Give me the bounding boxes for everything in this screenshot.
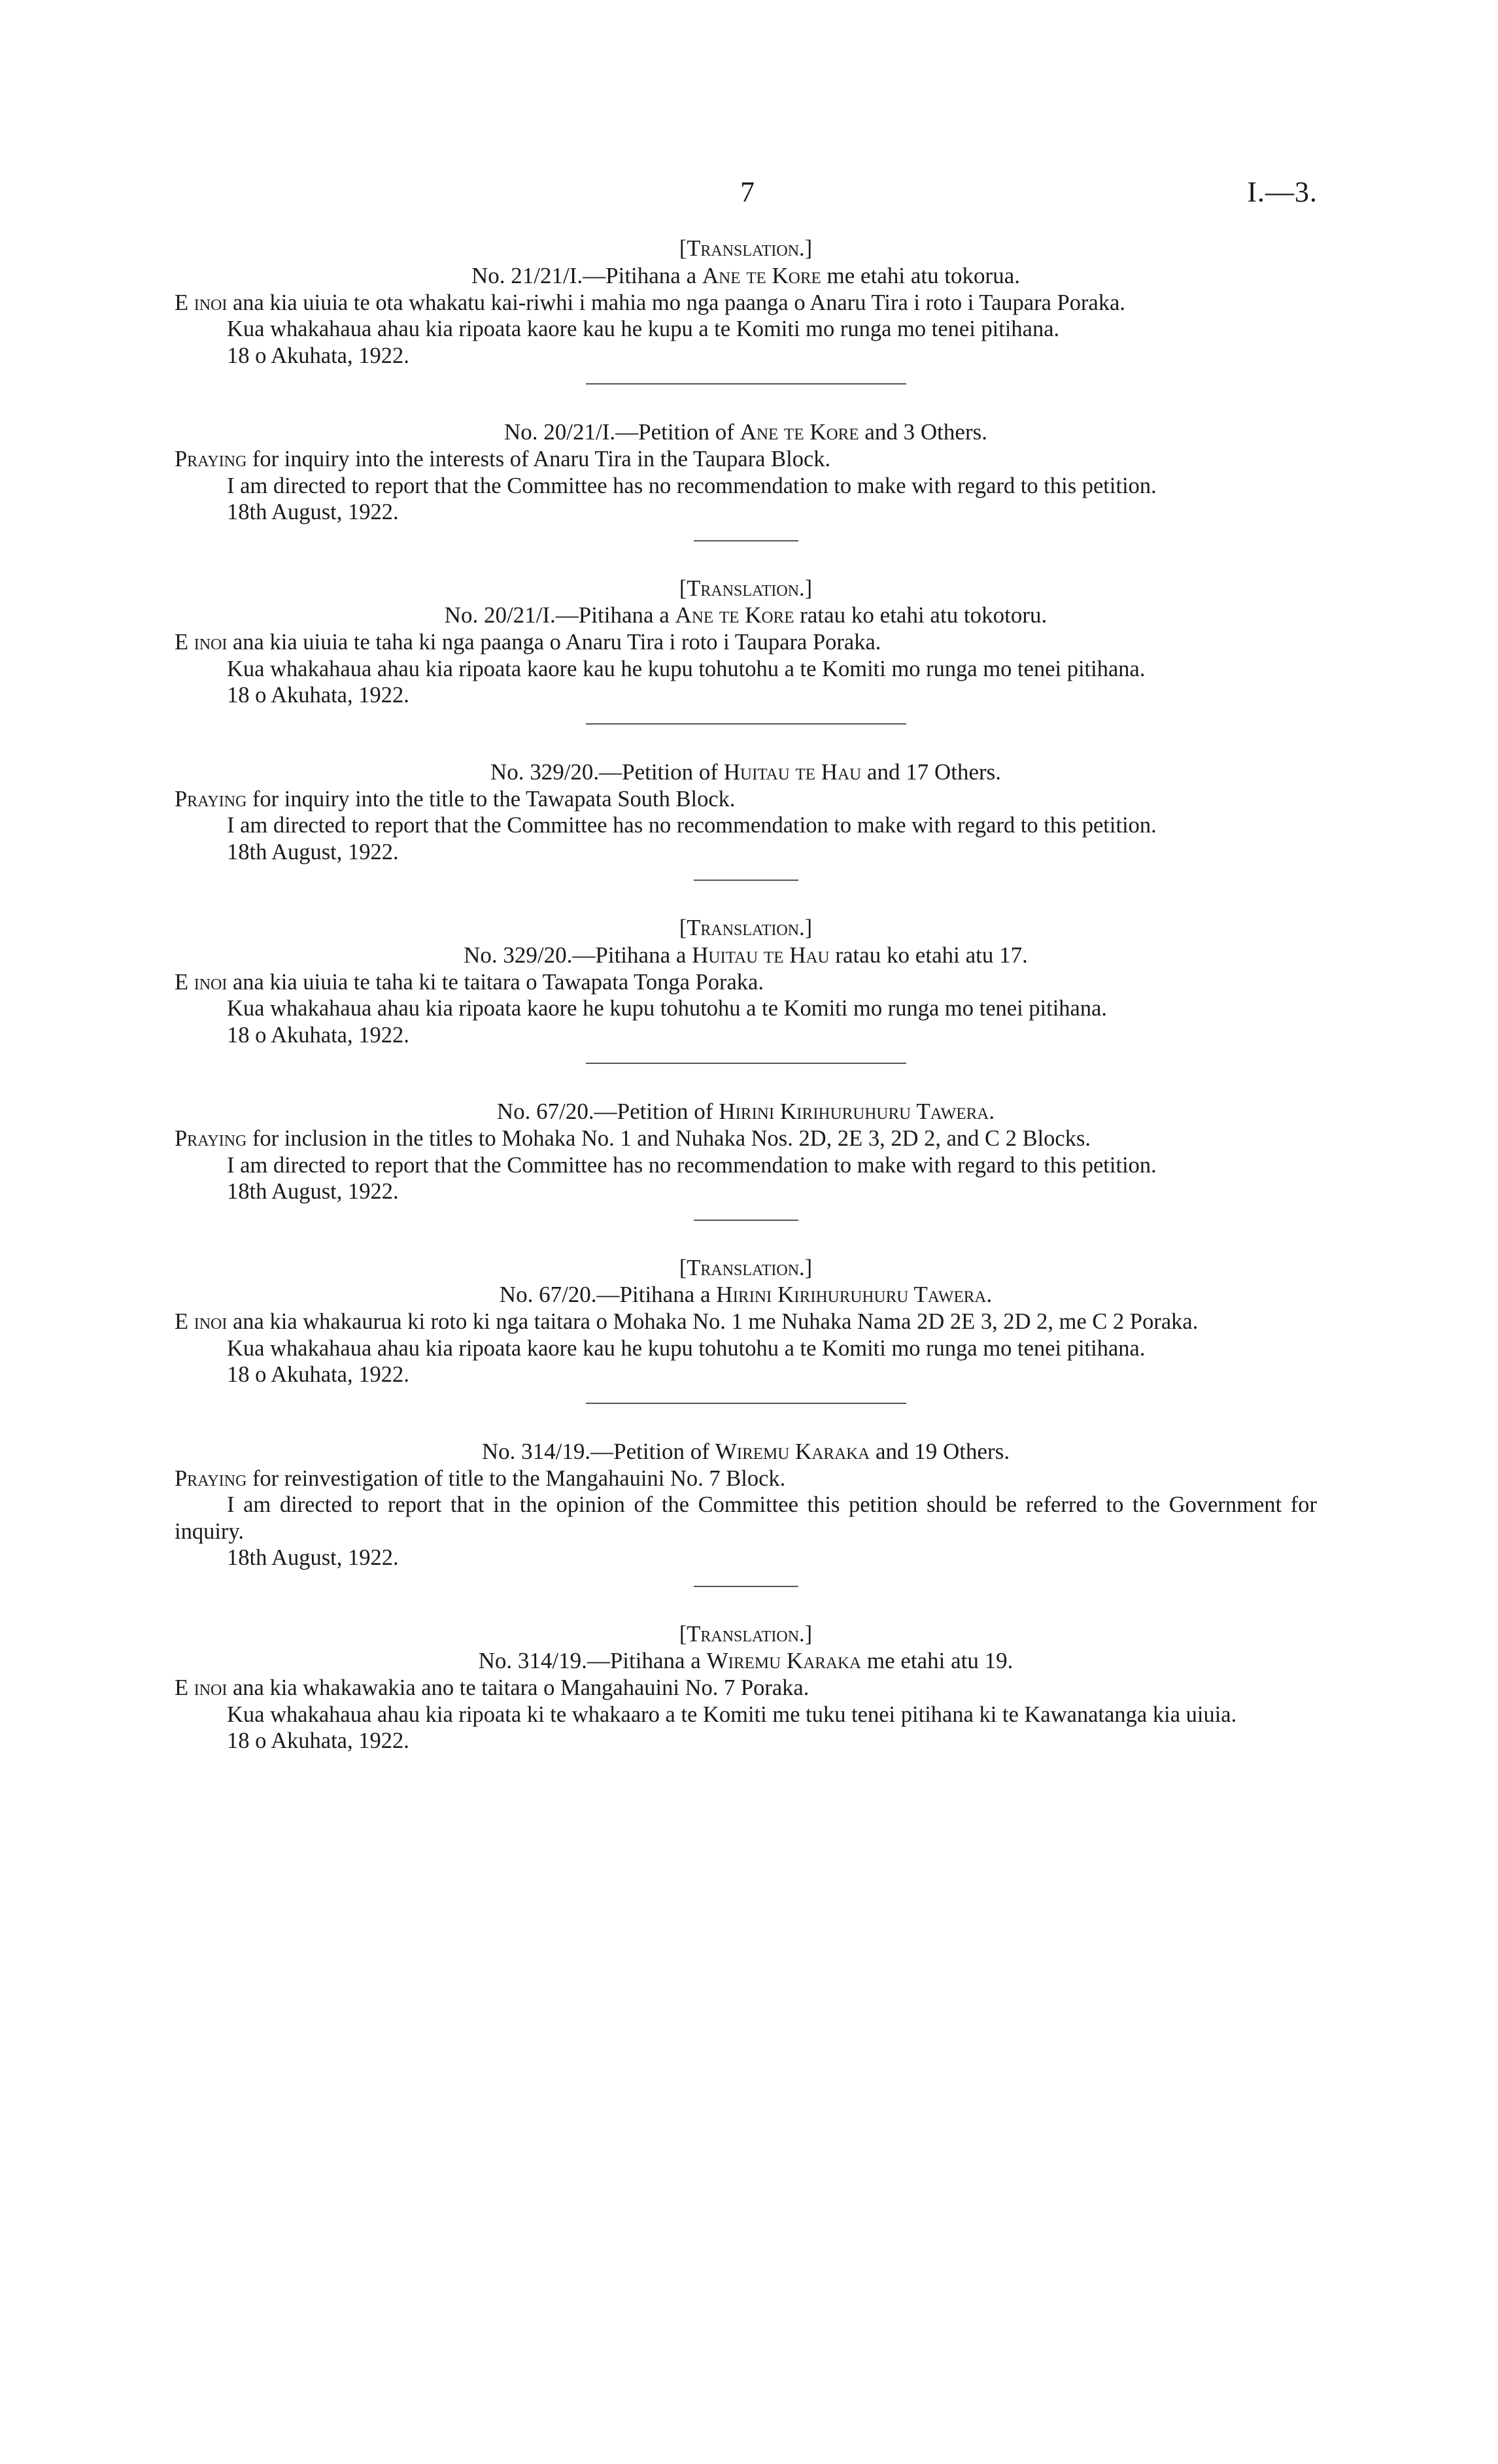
section-date: 18th August, 1922. — [227, 1545, 399, 1570]
prayer-paragraph: E inoi ana kia uiuia te taha ki te taitara o Tawapata Tonga Poraka. — [175, 969, 764, 995]
petitioner-name: Ane te Kore — [675, 602, 794, 628]
petitioner-name: Hirini Kirihuruhuru Tawera — [719, 1099, 989, 1124]
translation-label: [Translation.] — [679, 1621, 813, 1647]
petitioner-name: Hirini Kirihuruhuru Tawera — [716, 1282, 987, 1307]
page-header — [0, 175, 1498, 214]
prayer-paragraph: Praying for inquiry into the title to the Tawapata South Block. — [175, 786, 736, 812]
report-paragraph: Kua whakahaua ahau kia ripoata ki te whakaaro a te Komiti me tuku tenei pitihana ki te Kawanatanga kia uiuia. — [227, 1702, 1237, 1727]
petitioner-name: Ane te Kore — [740, 419, 859, 445]
prayer-paragraph: E inoi ana kia whakaurua ki roto ki nga taitara o Mohaka No. 1 me Nuhaka Nama 2D 2E 3, 2D 2, me C 2 Poraka. — [175, 1309, 1199, 1334]
section-date: 18th August, 1922. — [227, 1179, 399, 1204]
translation-label: [Translation.] — [679, 915, 813, 940]
report-paragraph: Kua whakahaua ahau kia ripoata kaore kau he kupu tohutohu a te Komiti mo runga mo tenei pitihana. — [227, 656, 1146, 681]
report-paragraph: I am directed to report that the Committee has no recommendation to make with regard to this petition. — [227, 813, 1157, 838]
section-heading: No. 314/19.—Petition of Wiremu Karaka and 19 Others. — [481, 1438, 1010, 1464]
petition-section — [175, 1098, 1317, 1205]
translation-label: [Translation.] — [679, 575, 813, 601]
section-date: 18 o Akuhata, 1922. — [227, 683, 409, 708]
petition-section — [175, 1438, 1317, 1571]
prayer-paragraph: E inoi ana kia uiuia te taha ki nga paanga o Anaru Tira i roto i Taupara Poraka. — [175, 630, 881, 655]
prayer-paragraph: E inoi ana kia uiuia te ota whakatu kai-riwhi i mahia mo nga paanga o Anaru Tira i roto i Taupara Poraka. — [175, 290, 1126, 315]
section-date: 18 o Akuhata, 1922. — [227, 1362, 409, 1387]
translation-label: [Translation.] — [679, 236, 813, 261]
page-content — [175, 235, 1317, 1754]
section-date: 18 o Akuhata, 1922. — [227, 1728, 409, 1753]
translation-section — [175, 235, 1317, 369]
section-heading: No. 20/21/I.—Petition of Ane te Kore and 3 Others. — [504, 419, 987, 445]
section-heading: No. 67/20.—Petition of Hirini Kirihuruhuru Tawera. — [496, 1099, 995, 1124]
section-heading: No. 21/21/I.—Pitihana a Ane te Kore me etahi atu tokorua. — [471, 262, 1020, 288]
petition-section — [175, 419, 1317, 526]
petitioner-name: Huitau te Hau — [692, 942, 830, 968]
report-paragraph: Kua whakahaua ahau kia ripoata kaore kau he kupu tohutohu a te Komiti mo runga mo tenei pitihana. — [227, 1335, 1146, 1361]
translation-section — [175, 1621, 1317, 1754]
petitioner-name: Ane te Kore — [702, 262, 821, 288]
translation-section — [175, 1255, 1317, 1388]
section-date: 18 o Akuhata, 1922. — [227, 343, 409, 368]
translation-label: [Translation.] — [679, 1255, 813, 1280]
section-heading: No. 329/20.—Petition of Huitau te Hau and 17 Others. — [490, 759, 1002, 785]
section-date: 18th August, 1922. — [227, 839, 399, 864]
report-paragraph: Kua whakahaua ahau kia ripoata kaore he kupu tohutohu a te Komiti mo runga mo tenei pitihana. — [227, 996, 1108, 1021]
petitioner-name: Wiremu Karaka — [706, 1648, 862, 1673]
report-paragraph: Kua whakahaua ahau kia ripoata kaore kau he kupu a te Komiti mo runga mo tenei pitihana. — [227, 317, 1060, 341]
translation-section — [175, 915, 1317, 1048]
section-heading: No. 20/21/I.—Pitihana a Ane te Kore ratau ko etahi atu tokotoru. — [444, 602, 1047, 628]
section-date: 18 o Akuhata, 1922. — [227, 1022, 409, 1048]
prayer-paragraph: Praying for inquiry into the interests of Anaru Tira in the Taupara Block. — [175, 447, 831, 471]
section-heading: No. 67/20.—Pitihana a Hirini Kirihuruhuru Tawera. — [499, 1282, 993, 1307]
document-reference: I.—3. — [1247, 176, 1318, 208]
section-heading: No. 329/20.—Pitihana a Huitau te Hau ratau ko etahi atu 17. — [464, 942, 1028, 968]
petitioner-name: Wiremu Karaka — [715, 1438, 870, 1464]
petition-section — [175, 759, 1317, 866]
page-number: 7 — [740, 176, 755, 208]
report-paragraph: I am directed to report that in the opinion of the Committee this petition should be referred to the Government for inquiry. — [175, 1492, 1317, 1544]
translation-section — [175, 575, 1317, 709]
section-heading: No. 314/19.—Pitihana a Wiremu Karaka me etahi atu 19. — [478, 1648, 1013, 1673]
prayer-paragraph: Praying for inclusion in the titles to Mohaka No. 1 and Nuhaka Nos. 2D, 2E 3, 2D 2, and C 2 Blocks. — [175, 1126, 1091, 1151]
prayer-paragraph: Praying for reinvestigation of title to the Mangahauini No. 7 Block. — [175, 1465, 786, 1491]
section-date: 18th August, 1922. — [227, 500, 399, 524]
report-paragraph: I am directed to report that the Committee has no recommendation to make with regard to this petition. — [227, 473, 1157, 498]
petitioner-name: Huitau te Hau — [723, 759, 862, 785]
report-paragraph: I am directed to report that the Committee has no recommendation to make with regard to this petition. — [227, 1152, 1157, 1178]
prayer-paragraph: E inoi ana kia whakawakia ano te taitara o Mangahauini No. 7 Poraka. — [175, 1675, 809, 1700]
